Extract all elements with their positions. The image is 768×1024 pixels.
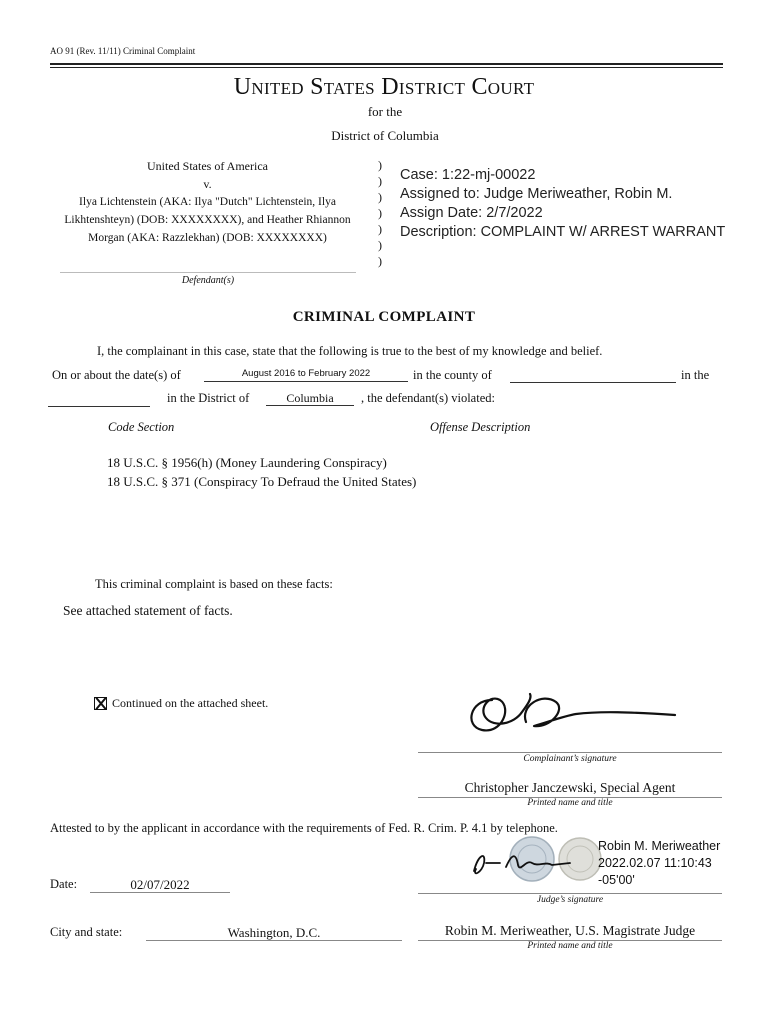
- digital-timezone: -05'00': [598, 873, 635, 887]
- case-description: Description: COMPLAINT W/ ARREST WARRANT: [400, 224, 726, 240]
- digital-signer: Robin M. Meriweather: [598, 839, 721, 853]
- assigned-judge: Assigned to: Judge Meriweather, Robin M.: [400, 186, 673, 202]
- county-label: in the county of: [413, 368, 492, 382]
- judge-signature-label: Judge’s signature: [536, 895, 604, 905]
- date-line: [90, 892, 230, 893]
- judge-printed-label: Printed name and title: [527, 941, 613, 951]
- facts-text: See attached statement of facts.: [63, 603, 233, 618]
- for-the-text: for the: [367, 104, 403, 119]
- city-state-label: City and state:: [50, 925, 123, 939]
- digital-timestamp: 2022.02.07 11:10:43: [598, 856, 712, 870]
- paren: ): [378, 158, 382, 172]
- header-rule: [50, 63, 723, 68]
- on-or-about-label: On or about the date(s) of: [52, 368, 181, 382]
- date-range-field: August 2016 to February 2022: [204, 367, 408, 382]
- paren: ): [378, 254, 382, 268]
- case-number: Case: 1:22-mj-00022: [400, 167, 536, 183]
- case-assignment-stamp: [400, 166, 725, 242]
- complainant-signature-label: Complainant’s signature: [523, 754, 617, 764]
- attestation-text: Attested to by the applicant in accordance with the requirements of Fed. R. Crim. P. 4.1 by telephone.: [50, 821, 558, 835]
- defendant-label: Defendant(s): [181, 275, 235, 286]
- court-title: United States District Court: [233, 74, 535, 100]
- judge-name: Robin M. Meriweather, U.S. Magistrate Judge: [444, 923, 696, 938]
- date-label: Date:: [50, 877, 78, 891]
- offense-list: [107, 453, 416, 491]
- blank-field: [48, 392, 150, 407]
- complaint-title: CRIMINAL COMPLAINT: [292, 309, 476, 325]
- judge-signature: [466, 833, 602, 889]
- complainant-name: Christopher Janczewski, Special Agent: [464, 780, 676, 795]
- caption-divider: [60, 272, 356, 273]
- district-field: Columbia: [266, 391, 354, 406]
- judge-signature-line: [418, 893, 722, 894]
- date-value: 02/07/2022: [130, 877, 190, 892]
- case-caption: [60, 157, 355, 247]
- caption-parentheses: [378, 157, 382, 269]
- facts-label: This criminal complaint is based on these facts:: [95, 577, 333, 591]
- form-identifier: AO 91 (Rev. 11/11) Criminal Complaint: [50, 46, 196, 56]
- continued-label: Continued on the attached sheet.: [112, 696, 269, 710]
- versus-text: v.: [203, 177, 212, 191]
- offense-description-header: Offense Description: [430, 420, 531, 434]
- city-state-value: Washington, D.C.: [227, 925, 321, 940]
- county-field: [510, 367, 676, 383]
- in-the-label: in the: [681, 368, 710, 382]
- assign-date: Assign Date: 2/7/2022: [400, 205, 543, 221]
- complainant-signature-line: [418, 752, 722, 753]
- paren: ): [378, 238, 382, 252]
- paren: ): [378, 190, 382, 204]
- intro-statement: I, the complainant in this case, state that the following is true to the best of my knowledge and belief.: [97, 344, 603, 358]
- violated-label: , the defendant(s) violated:: [361, 391, 495, 405]
- code-section-header: Code Section: [108, 420, 175, 434]
- paren: ): [378, 206, 382, 220]
- complainant-printed-label: Printed name and title: [527, 798, 613, 808]
- offense-item: 18 U.S.C. § 371 (Conspiracy To Defraud the United States): [107, 474, 417, 489]
- offense-item: 18 U.S.C. § 1956(h) (Money Laundering Conspiracy): [107, 455, 387, 470]
- defendant-names: Ilya Lichtenstein (AKA: Ilya "Dutch" Lichtenstein, Ilya Likhtenshteyn) (DOB: XXXXXXXX), and Heather Rhiannon Morgan (AKA: Razzlekhan) (DOB: XXXXXXXX): [64, 196, 351, 244]
- plaintiff-name: United States of America: [147, 159, 268, 173]
- continued-checkbox[interactable]: [94, 697, 107, 710]
- paren: ): [378, 222, 382, 236]
- court-district: District of Columbia: [331, 128, 439, 143]
- seal-right: [559, 838, 601, 880]
- paren: ): [378, 174, 382, 188]
- city-state-line: [146, 940, 402, 941]
- digital-signature-stamp: [598, 838, 720, 889]
- district-label: in the District of: [167, 391, 250, 405]
- complainant-signature: [460, 678, 690, 750]
